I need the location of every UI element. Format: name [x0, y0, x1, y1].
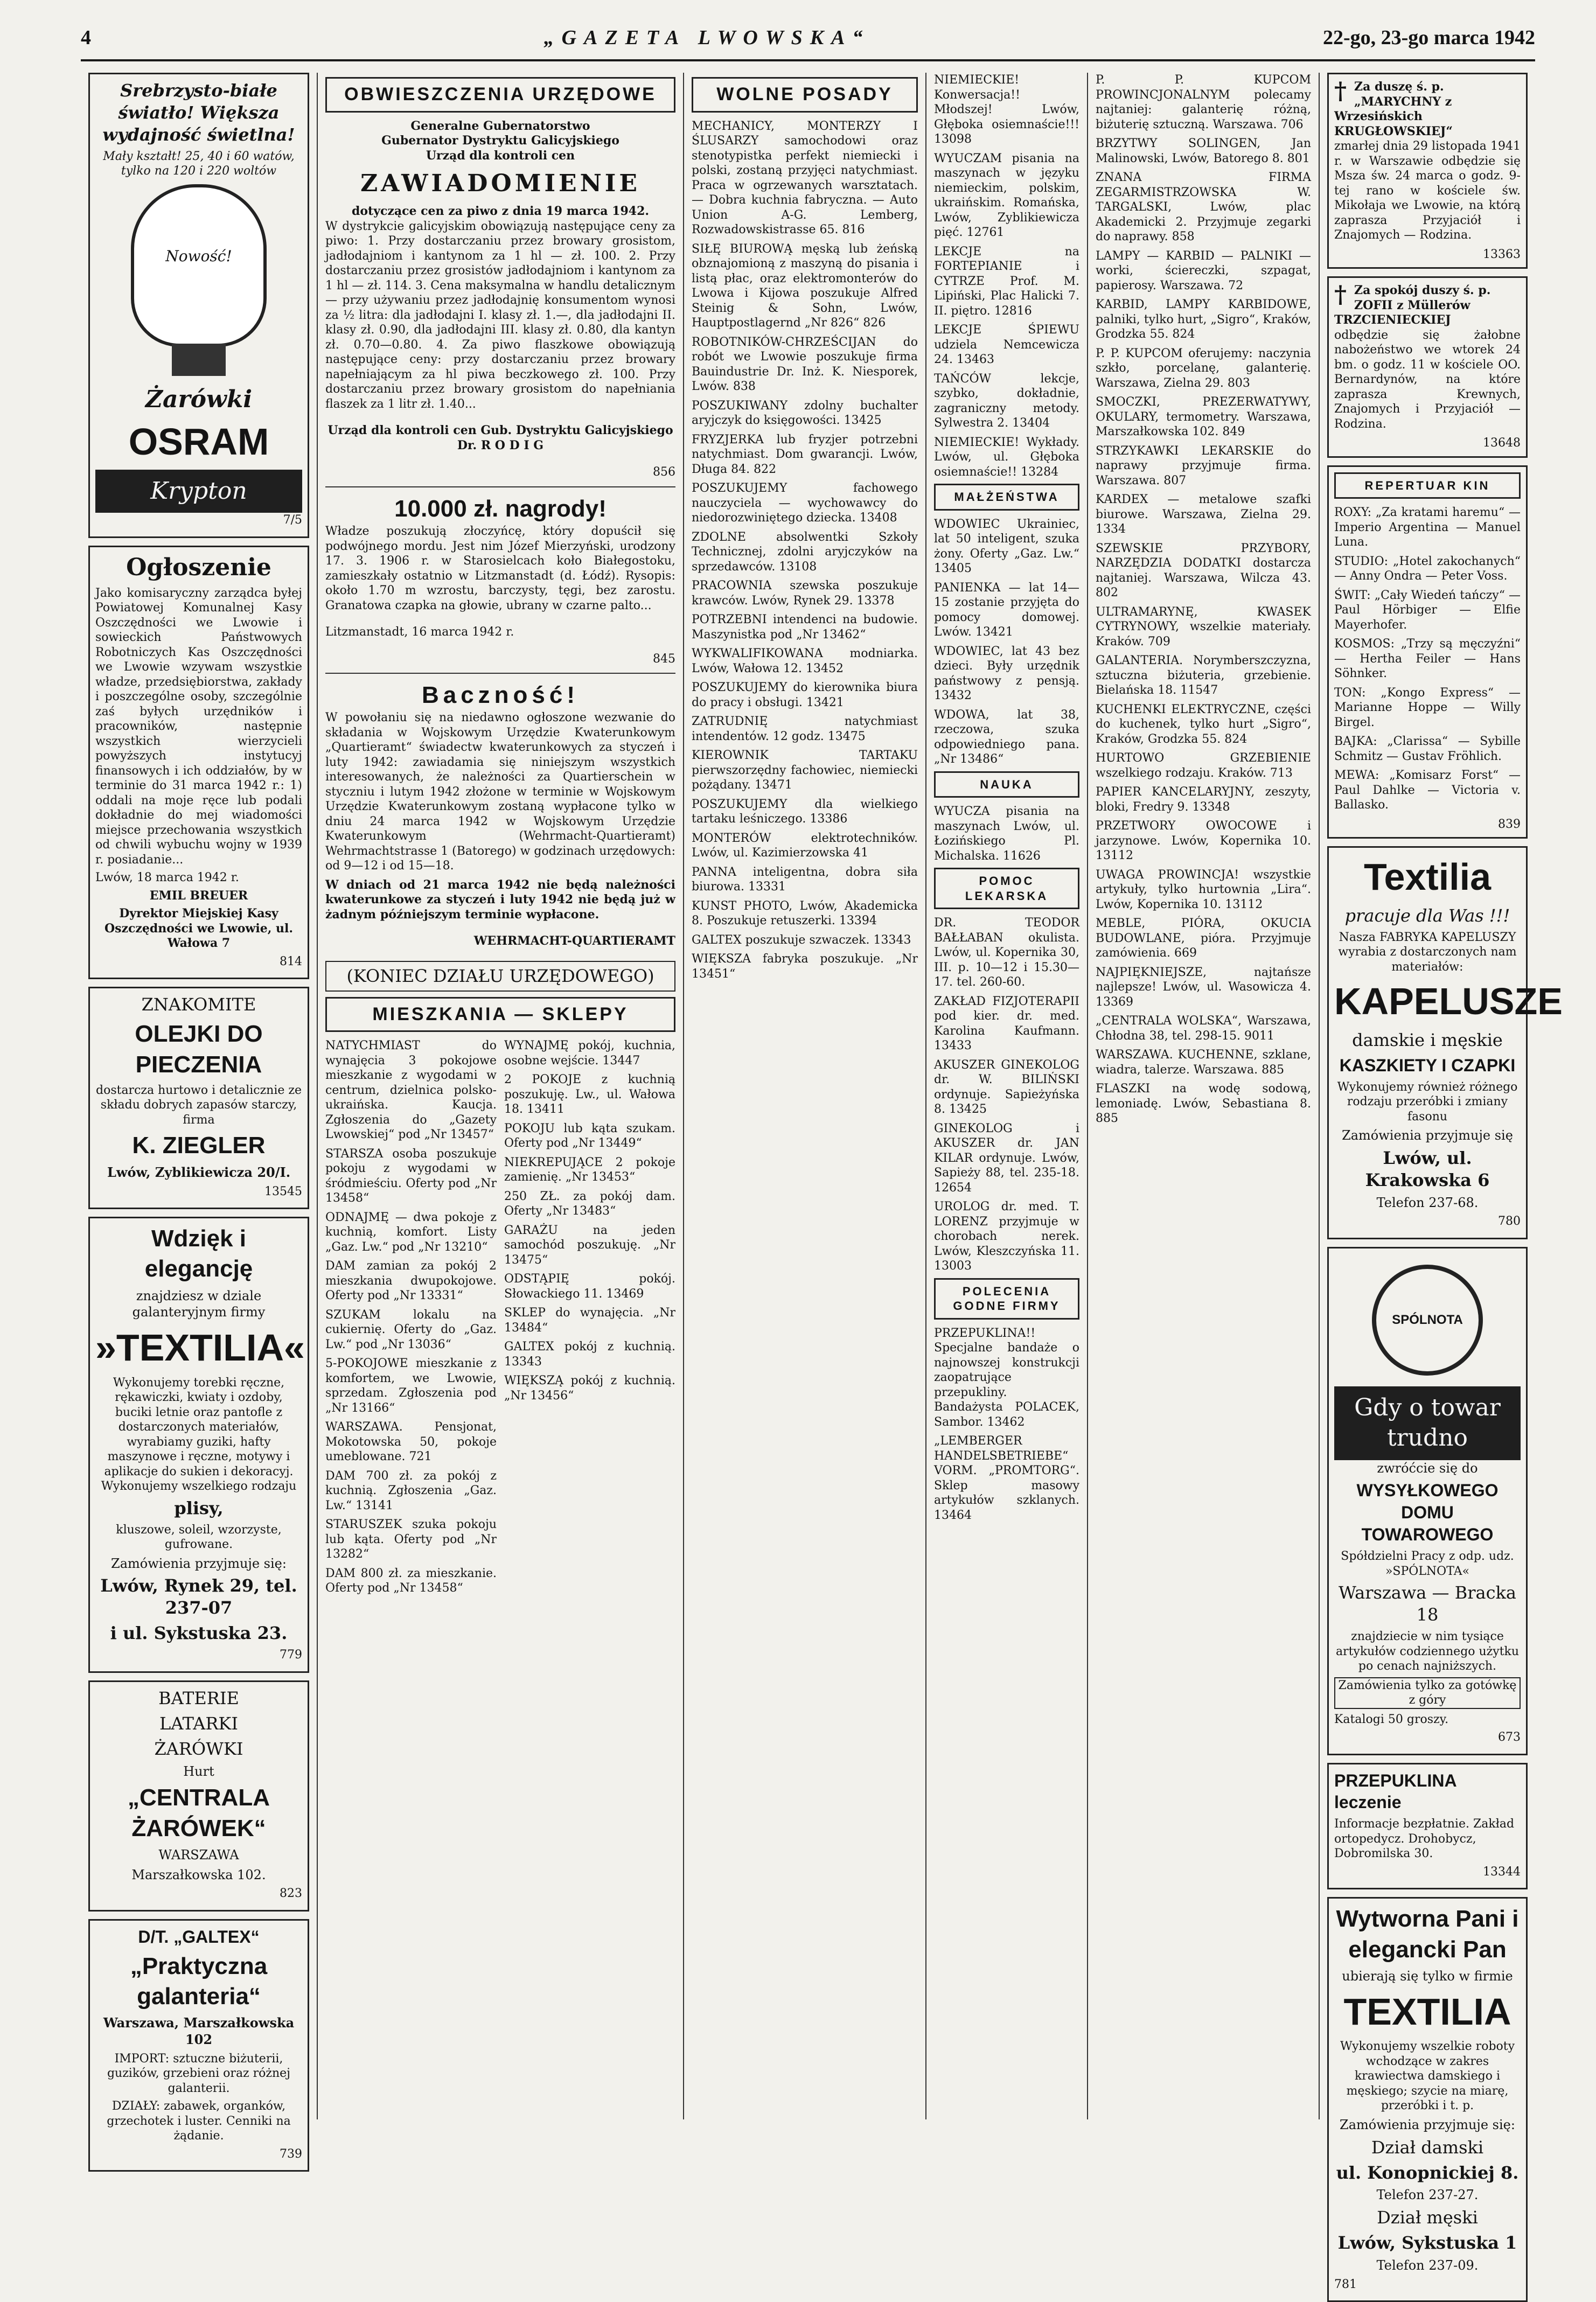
section-header-jobs: WOLNE POSADY — [692, 77, 918, 113]
list-item: STARUSZEK szuka pokoju lub kąta. Oferty pod „Nr 13282“ — [325, 1518, 497, 1561]
hernia-b: Informacje bezpłatnie. Zakład ortopedycz. Drohobycz, Dobromilska 30. — [1334, 1817, 1515, 1861]
textilia-hats-c: Nasza FABRYKA KAPELUSZY wyrabia z dostarczonych nam materiałów: — [1338, 930, 1517, 974]
list-item: NIEMIECKIE! Konwersacja!! Młodszej! Lwów, Głęboka osiemnaście!!! 13098 — [934, 73, 1079, 146]
section-header-cinema: REPERTUAR KIN — [1334, 472, 1521, 499]
battery-line-c: ŻARÓWKI — [154, 1738, 243, 1759]
list-item: GINEKOLOG i AKUSZER dr. JAN KILAR ordynuje. Lwów, Sapieży 88, tel. 235-18. 12654 — [934, 1121, 1079, 1195]
textilia-hats-b: pracuje dla Was !!! — [1344, 905, 1510, 926]
page-number: 4 — [81, 26, 91, 49]
section-header-medical: POMOC LEKARSKA — [934, 868, 1079, 909]
textilia-line-g: Lwów, Rynek 29, tel. 237-07 — [100, 1575, 297, 1619]
spolnota-c: WYSYŁKOWEGO DOMU TOWAROWEGO — [1356, 1481, 1499, 1545]
gov-header — [325, 119, 675, 164]
list-item: LEKCJE ŚPIEWU udziela Nemcewicza 24. 13463 — [934, 323, 1079, 366]
oil-line-b: OLEJKI DO PIECZENIA — [135, 1021, 263, 1078]
notice-ad — [88, 546, 309, 980]
list-item: UROLOG dr. med. T. LORENZ przyjmuje w chorobach nerek. Lwów, Kleszczyńska 11. 13003 — [934, 1200, 1079, 1273]
obituary-2-num: 13648 — [1483, 436, 1521, 450]
section-header-housing: MIESZKANIA — SKLEPY — [325, 997, 675, 1033]
textilia-hats-g: Wykonujemy również różnego rodzaju przeróbki i zmiany fasonu — [1337, 1080, 1518, 1124]
galtex-line-c: Warszawa, Marszałkowska 102 — [103, 2015, 295, 2048]
osram-slogan: Srebrzysto-białe światło! Większa wydajność świetlna! — [102, 80, 295, 145]
notice-num: 814 — [280, 954, 302, 968]
list-item: POTRZEBNI intendenci na budowie. Maszynistka pod „Nr 13462“ — [692, 613, 918, 641]
list-item: MEWA: „Komisarz Forst“ — Paul Dahlke — Victoria v. Ballasko. — [1334, 769, 1521, 812]
gov-num: 856 — [653, 465, 675, 479]
issue-date: 22-go, 23-go marca 1942 — [1322, 26, 1535, 49]
textilia-tailor-a: Wytworna Pani i elegancki Pan — [1336, 1906, 1519, 1963]
lightbulb-base — [172, 344, 226, 376]
list-item: KUCHENKI ELEKTRYCZNE, części do kuchenek, tylko hurt „Sigro“, Kraków, Grodzka 55. 824 — [1096, 702, 1311, 746]
attention-note: W dniach od 21 marca 1942 nie będą należności kwaterunkowe za styczeń i luty 1942 nie będą już w żadnym późniejszym terminie wypłacone. — [325, 877, 675, 922]
list-item: KARBID, LAMPY KARBIDOWE, palniki, tylko hurt, „Sigro“, Kraków, Grodzka 55. 824 — [1096, 298, 1311, 341]
textilia-tailor-ad — [1327, 1897, 1528, 2302]
spolnota-e: Warszawa — Bracka 18 — [1339, 1582, 1516, 1626]
list-item: WIĘKSZĄ pokój z kuchnią. „Nr 13456“ — [504, 1374, 675, 1403]
obituary-1-text: zmarłej dnia 29 listopada 1941 r. w Warszawie odbędzie się Msza św. 24 marca o godz. 9-tej rano w kościele św. Mikołaja we Lwowie, na którą zaprasza Przyjaciół i Znajomych — Rodzina. — [1334, 139, 1521, 242]
housing-col-b — [504, 1038, 675, 1600]
list-item: ZNANA FIRMA ZEGARMISTRZOWSKA W. TARGALSKI, Lwów, plac Akademicki 2. Przyjmuje zegarki do naprawy. 858 — [1096, 171, 1311, 243]
list-item: SKLEP do wynajęcia. „Nr 13484“ — [504, 1306, 675, 1335]
list-item: „LEMBERGER HANDELSBETRIEBE“ VORM. „PROMTORG“. Sklep masowy artykułów szklanych. 13464 — [934, 1434, 1079, 1522]
list-item: UWAGA PROWINCJA! wszystkie artykuły, tylko hurtownia „Lira“. Lwów, Kopernika 10. 13112 — [1096, 868, 1311, 911]
newspaper-title: „GAZETA LWOWSKA“ — [543, 26, 870, 49]
list-item: BAJKA: „Clarissa“ — Sybille Schmitz — Gustav Fröhlich. — [1334, 735, 1521, 763]
list-item: ROBOTNIKÓW-CHRZEŚCIJAN do robót we Lwowie poszukuje firma Bauindustrie Dr. Inż. K. Niesporek, Lwów. 838 — [692, 335, 918, 394]
list-item: „CENTRALA WOLSKA“, Warszawa, Chłodna 38, tel. 298-15. 9011 — [1096, 1014, 1311, 1043]
osram-new: Nowość! — [165, 247, 232, 265]
list-item: POSZUKIWANY zdolny buchalter aryjczyk do księgowości. 13425 — [692, 399, 918, 428]
list-item: POSZUKUJEMY do kierownika biura do pracy i obsługi. 13421 — [692, 681, 918, 709]
textilia-ad — [88, 1217, 309, 1673]
textilia-tailor-b: ubierają się tylko w firmie — [1342, 1969, 1513, 1984]
column-6 — [1320, 73, 1563, 2291]
battery-line-e: „CENTRALA ŻARÓWEK“ — [128, 1784, 270, 1841]
list-item: ZATRUDNIĘ natychmiast intendentów. 12 godz. 13475 — [692, 715, 918, 743]
textilia-hats-j: Telefon 237-68. — [1376, 1195, 1479, 1210]
section-header-marriage: MAŁŻEŃSTWA — [934, 484, 1079, 511]
osram-ad — [88, 73, 309, 538]
list-item: WDOWIEC, lat 43 bez dzieci. Były urzędnik państwowy z pensją. 13432 — [934, 644, 1079, 702]
gov-line-c: Urząd dla kontroli cen — [426, 148, 575, 163]
spolnota-h: Katalogi 50 groszy. — [1334, 1712, 1449, 1726]
list-item: MEBLE, PIÓRA, OKUCIA BUDOWLANE, pióra. Przyjmuje zamówienia. 669 — [1096, 917, 1311, 960]
battery-line-a: BATERIE — [158, 1687, 239, 1708]
list-item: FLASZKI na wodę sodową, lemoniadę. Lwów, Sebastiana 8. 885 — [1096, 1082, 1311, 1125]
attention-title: Baczność! — [421, 682, 580, 709]
obituary-1 — [1327, 73, 1528, 269]
list-item: WIĘKSZA fabryka poszukuje. „Nr 13451“ — [692, 952, 918, 981]
list-item: KARDEX — metalowe szafki biurowe. Warszawa, Zielna 29. 1334 — [1096, 493, 1311, 536]
textilia-line-f: Zamówienia przyjmuje się: — [111, 1555, 287, 1571]
textilia-hats-e: damskie i męskie — [1352, 1029, 1503, 1050]
osram-brand-a: Żarówki — [145, 385, 253, 413]
obituary-2-text: odbędzie się żałobne nabożeństwo we wtorek 24 bm. o godz. 11 w kościele OO. Bernardynów, na które zaprasza Krewnych, Znajomych i Przyjaciół — Rodzina. — [1334, 328, 1521, 431]
spolnota-logo: SPÓLNOTA — [1372, 1265, 1483, 1376]
textilia-num: 779 — [280, 1648, 302, 1662]
gov-body: W dystrykcie galicyjskim obowiązują następujące ceny za piwo: 1. Przy dostarczaniu przez browary grosistom, jadłodajniom i kantynom za 1 hl — zł. 100. 2. Przy dostarczaniu przez grosistów jadłodajniom i kantynom za 1 hl — zł. 114. 3. Cena maksymalna w handlu detalicznym — przy używaniu przez jadłodajnię konsumentom wynosi za ½ litra: dla jadłodajni I. klasy zł. 1.—, dla jadłodajni II. klasy zł. 0.90, dla jadłodajni III. klasy zł. 0.80, dla kantyn zł. 0.70—0.80. 4. Za piwo flaszkowe obowiązują następujące ceny: przy dostarczaniu przez browary napełniającym za hl piwa beczkowego zł. 100. Przy dostarczaniu przez browary grosistom do napełniania flaszek za 1 litr zł. 1.40... — [325, 219, 675, 411]
list-item: ŚWIT: „Cały Wiedeń tańczy“ — Paul Hörbiger — Elfie Mayerhofer. — [1334, 588, 1521, 632]
list-item: DR. TEODOR BAŁŁABAN okulista. Lwów, ul. Kopernika 30, III. p. 10—12 i 15.30—17. tel. 260-60. — [934, 916, 1079, 989]
list-item: GALANTERIA. Norymberszczyzna, sztuczna biżuteria, grzebienie. Bielańska 18. 11547 — [1096, 654, 1311, 697]
housing-col-a — [325, 1038, 497, 1600]
spolnota-b: zwróćcie się do — [1377, 1460, 1478, 1476]
list-item: POSZUKUJEMY dla wielkiego tartaku leśniczego. 13386 — [692, 797, 918, 826]
oil-ad — [88, 987, 309, 1209]
list-item: FRYZJERKA lub fryzjer potrzebni natychmiast. Dom gwarancji. Lwów, Długa 84. 822 — [692, 433, 918, 476]
column-1 — [81, 73, 318, 2161]
cinema-num: 839 — [1498, 817, 1521, 831]
list-item: WARSZAWA. KUCHENNE, szklane, wiadra, talerze. Warszawa. 885 — [1096, 1048, 1311, 1077]
section-header-firms: POLECENIA GODNE FIRMY — [934, 1278, 1079, 1320]
column-2 — [318, 73, 684, 2119]
reward-body: Władze poszukują złoczyńcę, który dopuścił się podwójnego mordu. Jest nim Józef Mierzyński, urodzony 17. 3. 1906 r. w Starosielcach koło Białegostoku, zamieszkały ostatnio w Litzmanstadt (d. Łódź). Rysopis: około 1.70 m wzrostu, barczysty, tęgi, bez zarostu. Granatowa czapka na głowie, ubrany w czarne palto... — [325, 525, 675, 612]
textilia-tailor-i: Dział męski — [1377, 2207, 1478, 2228]
list-item: BRZYTWY SOLINGEN, Jan Malinowski, Lwów, Batorego 8. 801 — [1096, 137, 1311, 165]
list-item: STARSZA osoba poszukuje pokoju z wygodami w śródmieściu. Oferty pod „Nr 13458“ — [325, 1147, 497, 1205]
list-item: ZDOLNE absolwentki Szkoły Technicznej, zdolni aryjczyków na sprzedawców. 13108 — [692, 530, 918, 574]
textilia-hats-num: 780 — [1498, 1215, 1521, 1229]
list-item: AKUSZER GINEKOLOG dr. W. BILIŃSKI ordynuje. Sapieżyńska 8. 13425 — [934, 1058, 1079, 1116]
list-item: TAŃCÓW lekcje, szybko, dokładnie, zagraniczny metody. Sylwestra 2. 13404 — [934, 372, 1079, 430]
obituary-1-name: Za duszę ś. p. „MARYCHNY z Wrzesińskich KRUGŁOWSKIEJ“ — [1334, 80, 1453, 138]
obituary-2 — [1327, 276, 1528, 458]
list-item: STRZYKAWKI LEKARSKIE do naprawy przyjmuje firma. Warszawa. 807 — [1096, 444, 1311, 487]
textilia-hats-a: Textilia — [1363, 856, 1491, 898]
textilia-line-h: i ul. Sykstuska 23. — [110, 1623, 288, 1644]
battery-line-d: Hurt — [183, 1763, 214, 1779]
list-item: SIŁĘ BIUROWĄ męską lub żeńską obznajomioną z maszyną do pisania i listą płac, oraz elektromonterów do Lwowa i Kijowa poszukuje Alfred Steinig & Sohn, Lwów, Hauptpostlagernd „Nr 826“ 826 — [692, 242, 918, 330]
textilia-tailor-h: Telefon 237-27. — [1376, 2187, 1479, 2203]
list-item: KOSMOS: „Trzy są męczyźni“ — Hertha Feiler — Hans Söhnker. — [1334, 637, 1521, 680]
battery-num: 823 — [280, 1887, 302, 1901]
list-item: NIEMIECKIE! Wykłady. Lwów, ul. Głęboka osiemnaście!! 13284 — [934, 435, 1079, 479]
end-official-notice: (KONIEC DZIAŁU URZĘDOWEGO) — [325, 961, 675, 992]
list-item: 5-POKOJOWE mieszkanie z komfortem, we Lwowie, sprzedam. Zgłoszenia pod „Nr 13166“ — [325, 1357, 497, 1415]
battery-line-b: LATARKI — [159, 1713, 238, 1734]
list-item: KIEROWNIK TARTAKU pierwszorzędny fachowiec, niemiecki pożądany. 13471 — [692, 749, 918, 792]
hernia-ad — [1327, 1763, 1528, 1890]
list-item: WYUCZAM pisania na maszynach w języku niemieckim, polskim, ukraińskim. Romańska, Lwów, Zyblikiewicza pięć. 12761 — [934, 151, 1079, 239]
list-item: PRZEPUKLINA!! Specjalne bandaże o najnowszej konstrukcji zaopatrujące przepukliny. Bandażysta POLACEK, Sambor. 13462 — [934, 1326, 1079, 1429]
galtex-line-e: DZIAŁY: zabawek, organków, grzechotek i luster. Cenniki na żądanie. — [107, 2099, 291, 2143]
list-item: WYKWALIFIKOWANA modniarka. Lwów, Wałowa 12. 13452 — [692, 647, 918, 675]
textilia-hats-ad — [1327, 846, 1563, 1239]
page-header — [81, 22, 1535, 54]
list-item: DAM 800 zł. za mieszkanie. Oferty pod „Nr 13458“ — [325, 1566, 497, 1595]
column-3 — [684, 73, 926, 2119]
reward-num: 845 — [653, 652, 675, 666]
osram-code: 7/5 — [283, 513, 302, 527]
textilia-hats-f: KASZKIETY I CZAPKI — [1339, 1055, 1516, 1075]
list-item: P. P. KUPCOM PROWINCJONALNYM polecamy najtaniej: galanterię różną, biżuterię sztuczną. Warszawa. 706 — [1096, 73, 1311, 131]
list-item: ROXY: „Za kratami haremu“ — Imperio Argentina — Manuel Luna. — [1334, 506, 1521, 549]
cinema-repertoire — [1327, 465, 1528, 839]
textilia-hats-h: Zamówienia przyjmuje się — [1342, 1128, 1513, 1143]
textilia-tailor-d: Wykonujemy wszelkie roboty wchodzące w zakres krawiectwa damskiego i męskiego; szycie na miarę, przeróbki i t. p. — [1340, 2040, 1515, 2113]
oil-line-c: dostarcza hurtowo i detalicznie ze składu dobrych zapasów starczy, firma — [95, 1083, 302, 1127]
notice-role: Dyrektor Miejskiej Kasy Oszczędności we Lwowie, ul. Wałowa 7 — [104, 906, 294, 951]
textilia-tailor-g: ul. Konopnickiej 8. — [1336, 2162, 1519, 2183]
list-item: NATYCHMIAST do wynajęcia 3 pokojowe mieszkanie z wygodami w centrum, dzielnica polsko-ukraińska. Kaucja. Zgłoszenia do „Gazety Lwowskiej“ pod „Nr 13457“ — [325, 1039, 497, 1142]
list-item: DAM zamian za pokój 2 mieszkania dwupokojowe. Oferty pod „Nr 13331“ — [325, 1259, 497, 1303]
battery-line-g: Marszałkowska 102. — [131, 1867, 266, 1882]
textilia-line-e: kluszowe, soleil, wzorzyste, gufrowane. — [116, 1523, 282, 1552]
notice-title: Ogłoszenie — [126, 553, 271, 581]
textilia-tailor-j: Lwów, Sykstuska 1 — [1337, 2233, 1517, 2254]
gov-signature: Urząd dla kontroli cen Gub. Dystryktu Galicyjskiego Dr. R O D I G — [327, 423, 673, 452]
list-item: HURTOWO GRZEBIENIE wszelkiego rodzaju. Kraków. 713 — [1096, 751, 1311, 780]
reward-place: Litzmanstadt, 16 marca 1942 r. — [325, 625, 514, 639]
oil-num: 13545 — [264, 1184, 302, 1198]
list-item: ODNAJMĘ — dwa pokoje z kuchnią, komfort. Listy „Gaz. Lw.“ pod „Nr 13210“ — [325, 1210, 497, 1254]
list-item: NIEKREPUJĄCE 2 pokoje zamienię. „Nr 13453“ — [504, 1155, 675, 1184]
list-item: POKOJU lub kąta szukam. Oferty pod „Nr 13449“ — [504, 1121, 675, 1150]
textilia-tailor-k: Telefon 237-09. — [1376, 2258, 1479, 2273]
cross-icon: † — [1334, 281, 1347, 309]
gov-subtitle: dotyczące cen za piwo z dnia 19 marca 1942. — [351, 204, 650, 219]
textilia-hats-d: KAPELUSZE — [1334, 980, 1563, 1023]
textilia-tailor-f: Dział damski — [1371, 2137, 1484, 2158]
list-item: PANIENKA — lat 14—15 zostanie przyjęta do pomocy domowej. Lwów. 13421 — [934, 581, 1079, 639]
gov-line-a: Generalne Gubernatorstwo — [410, 118, 590, 133]
list-item: SMOCZKI, PREZERWATYWY, OKULARY, termometry. Warszawa, Marszałkowska 102. 849 — [1096, 395, 1311, 438]
osram-brand-c: Krypton — [95, 470, 302, 513]
textilia-line-d: Wykonujemy torebki ręczne, rękawiczki, kwiaty i ozdoby, buciki letnie oraz pantofle z dostarczonych materiałów, wyrabiamy guziki, hafty maszynowe i ręczne, motywy i aplikacje do sukien i dekoracyj. Wykonujemy wszelkiego rodzaju — [101, 1376, 297, 1494]
list-item: KUNST PHOTO, Lwów, Akademicka 8. Poszukuje retuszerki. 13394 — [692, 899, 918, 928]
list-item: SZEWSKIE PRZYBORY, NARZĘDZIA DODATKI dostarcza najtaniej. Warszawa, Wilcza 43. 802 — [1096, 541, 1311, 599]
list-item: MONTERÓW elektrotechników. Lwów, ul. Kazimierzowska 41 — [692, 831, 918, 860]
hernia-a: PRZEPUKLINA leczenie — [1334, 1770, 1456, 1812]
oil-firm: K. ZIEGLER — [132, 1132, 266, 1159]
obituary-2-name: Za spokój duszy ś. p. ZOFII z Müllerów TRZCIENIECKIEJ — [1334, 283, 1491, 327]
section-header-learning: NAUKA — [934, 771, 1079, 798]
list-item: ODSTĄPIĘ pokój. Słowackiego 11. 13469 — [504, 1272, 675, 1301]
notice-signer: EMIL BREUER — [149, 888, 248, 903]
column-5 — [1088, 73, 1320, 2119]
battery-line-f: WARSZAWA — [158, 1847, 239, 1862]
list-item: TON: „Kongo Express“ — Marianne Hoppe — Willy Birgel. — [1334, 686, 1521, 729]
list-item: PRACOWNIA szewska poszukuje krawców. Lwów, Rynek 29. 13378 — [692, 579, 918, 608]
list-item: MECHANICY, MONTERZY I ŚLUSARZY samochodowi oraz stenotypistka perfekt niemiecki i polski, zostaną przyjęci natychmiast. Praca w ogrzewanych warsztatach. — Dobra kuchnia fabryczna. — Auto Union A-G. Lemberg, Rozwadowskistrasse 65. 816 — [692, 119, 918, 237]
list-item: WYNAJMĘ pokój, kuchnia, osobne wejście. 13447 — [504, 1039, 675, 1068]
galtex-ad — [88, 1919, 309, 2172]
notice-body: Jako komisaryczny zarządca byłej Powiatowej Komunalnej Kasy Oszczędności we Lwowie i sowieckich Państwowych Robotniczych Kas Oszczędności we Lwowie wzywam wszystkie władze, przedsiębiorstwa, zakłady i poszczególne osoby, szczególnie zaś byłych urzędników i pracowników, następnie wszystkich wierzycieli powyższych instytucyj finansowych i ich oddziałów, by w terminie do 31 marca 1942 r.: 1) oddali na moje ręce lub podali dokładnie do mej wiadomości miejsce przechowania wszystkich od chwili wybuchu wojny w 1939 r. posiadanie... — [95, 586, 302, 867]
list-item: P. P. KUPCOM oferujemy: naczynia szkło, porcelanę, galanterię. Warszawa, Zielna 29. 803 — [1096, 346, 1311, 390]
attention-body: W powołaniu się na niedawno ogłoszone wezwanie do składania w Wojskowym Urzędzie Kwaterunkowym „Quartieramt“ świadectw kwaterunkowych za styczeń i luty 1942: zawiadamia się niniejszym wszystkich interesowanych, że należności za Quartierschein w styczniu i lutym 1942 złożone w terminie w Wojskowym Urzędzie Kwaterunkowym zostaną wypłacone tylko w dniu 24 marca 1942 w Wojskowym Urzędzie Kwaterunkowym (Wehrmacht-Quartieramt) Wehrmachtstrasse 1 (Batorego) w godzinach urzędowych: od 9—12 i od 15—18. — [325, 711, 675, 873]
list-item: WARSZAWA. Pensjonat, Mokotowska 50, pokoje umeblowane. 721 — [325, 1420, 497, 1464]
textilia-tailor-e: Zamówienia przyjmuje się: — [1340, 2117, 1515, 2132]
spolnota-a: Gdy o towar trudno — [1334, 1386, 1521, 1460]
oil-line-a: ZNAKOMITE — [141, 994, 256, 1015]
list-item: ZAKŁAD FIZJOTERAPII pod kier. dr. med. Karolina Kaufmann. 13433 — [934, 994, 1079, 1052]
list-item: POSZUKUJEMY fachowego nauczyciela — wychowawcy do niedorozwiniętego dziecka. 13408 — [692, 482, 918, 525]
textilia-line-a: Wdzięk i elegancję — [144, 1225, 253, 1282]
galtex-line-d: IMPORT: sztuczne biżuterii, guzików, grzebieni oraz różnej galanterii. — [107, 2052, 291, 2095]
notice-place: Lwów, 18 marca 1942 r. — [95, 871, 239, 885]
obituary-1-num: 13363 — [1483, 247, 1521, 261]
gov-line-b: Gubernator Dystryktu Galicyjskiego — [381, 134, 619, 148]
list-item: STUDIO: „Hotel zakochanych“ — Anny Ondra — Peter Voss. — [1334, 554, 1521, 583]
galtex-line-a: D/T. „GALTEX“ — [138, 1927, 260, 1947]
divider — [325, 673, 675, 674]
cross-icon: † — [1334, 78, 1347, 105]
osram-brand-b: OSRAM — [128, 421, 269, 463]
lightbulb-icon — [131, 184, 267, 347]
list-item: SZUKAM lokalu na cukiernię. Oferty do „Gaz. Lw.“ pod „Nr 13036“ — [325, 1308, 497, 1351]
list-item: PRZETWORY OWOCOWE i jarzynowe. Lwów, Kopernika 10. 13112 — [1096, 819, 1311, 862]
hernia-num: 13344 — [1483, 1865, 1521, 1879]
attention-signature: WEHRMACHT-QUARTIERAMT — [473, 934, 675, 948]
textilia-tailor-num: 781 — [1334, 2277, 1357, 2291]
spolnota-f: znajdziecie w nim tysiące artykułów codziennego użytku po cenach najniższych. — [1335, 1630, 1520, 1673]
list-item: DAM 700 zł. za pokój z kuchnią. Zgłoszenia „Gaz. Lw.“ 13141 — [325, 1469, 497, 1512]
list-item: GARAŻU na jeden samochód poszukuję. „Nr 13475“ — [504, 1223, 675, 1267]
reward-title: 10.000 zł. nagrody! — [394, 495, 607, 522]
housing-listing — [325, 1038, 675, 1600]
spolnota-ad — [1327, 1247, 1528, 1755]
list-item: LAMPY — KARBID — PALNIKI — worki, ściereczki, szpagat, papierosy. Warszawa. 72 — [1096, 249, 1311, 292]
list-item: 250 ZŁ. za pokój dam. Oferty „Nr 13483“ — [504, 1189, 675, 1218]
list-item: 2 POKOJE z kuchnią poszukuję. Lw., ul. Wałowa 18. 13411 — [504, 1073, 675, 1117]
section-header-official: OBWIESZCZENIA URZĘDOWE — [325, 77, 675, 113]
textilia-tailor-c: TEXTILIA — [1343, 1990, 1511, 2033]
osram-sizes: Mały kształt! 25, 40 i 60 watów, tylko na 120 i 220 woltów — [103, 149, 295, 178]
gov-title: ZAWIADOMIENIE — [360, 170, 640, 198]
list-item: WDOWA, lat 38, rzeczowa, szuka odpowiedniego pana. „Nr 13486“ — [934, 708, 1079, 766]
textilia-line-c: »TEXTILIA« — [95, 1327, 305, 1369]
list-item: PANNA inteligentna, dobra siła biurowa. 13331 — [692, 865, 918, 894]
list-item: LEKCJE na FORTEPIANIE i CYTRZE Prof. M. Lipiński, Plac Halicki 7. II. piętro. 12816 — [934, 245, 1079, 318]
list-item: PAPIER KANCELARYJNY, zeszyty, bloki, Fredry 9. 13348 — [1096, 785, 1311, 814]
header-rule — [81, 59, 1535, 61]
textilia-hats-i: Lwów, ul. Krakowska 6 — [1365, 1147, 1490, 1190]
list-item: NAJPIĘKNIEJSZE, najtańsze najlepsze! Lwów, ul. Wasowicza 4. 13369 — [1096, 965, 1311, 1009]
list-item: GALTEX pokój z kuchnią. 13343 — [504, 1340, 675, 1369]
textilia-line-b: znajdziesz w dziale galanteryjnym firmy — [132, 1288, 266, 1320]
spolnota-g: Zamówienia tylko za gotówkę z góry — [1334, 1677, 1521, 1709]
list-item: ULTRAMARYNĘ, KWASEK CYTRYNOWY, wszelkie materiały. Kraków. 709 — [1096, 605, 1311, 648]
battery-ad — [88, 1680, 309, 1912]
spolnota-d: Spółdzielni Pracy z odp. udz. »SPÓLNOTA« — [1341, 1550, 1514, 1578]
galtex-num: 739 — [280, 2147, 302, 2161]
galtex-line-b: „Praktyczna galanteria“ — [130, 1952, 268, 2010]
oil-address: Lwów, Zyblikiewicza 20/I. — [107, 1164, 291, 1180]
textilia-plisy: plisy, — [174, 1497, 224, 1518]
spolnota-num: 673 — [1498, 1731, 1521, 1744]
list-item: GALTEX poszukuje szwaczek. 13343 — [692, 933, 911, 947]
list-item: WDOWIEC Ukrainiec, lat 50 inteligent, szuka żony. Oferty „Gaz. Lw.“ 13405 — [934, 517, 1079, 575]
list-item: WYUCZA pisania na maszynach Lwów, ul. Łozińskiego Pl. Michalska. 11626 — [934, 805, 1079, 863]
divider — [325, 486, 675, 487]
column-4 — [926, 73, 1088, 2119]
